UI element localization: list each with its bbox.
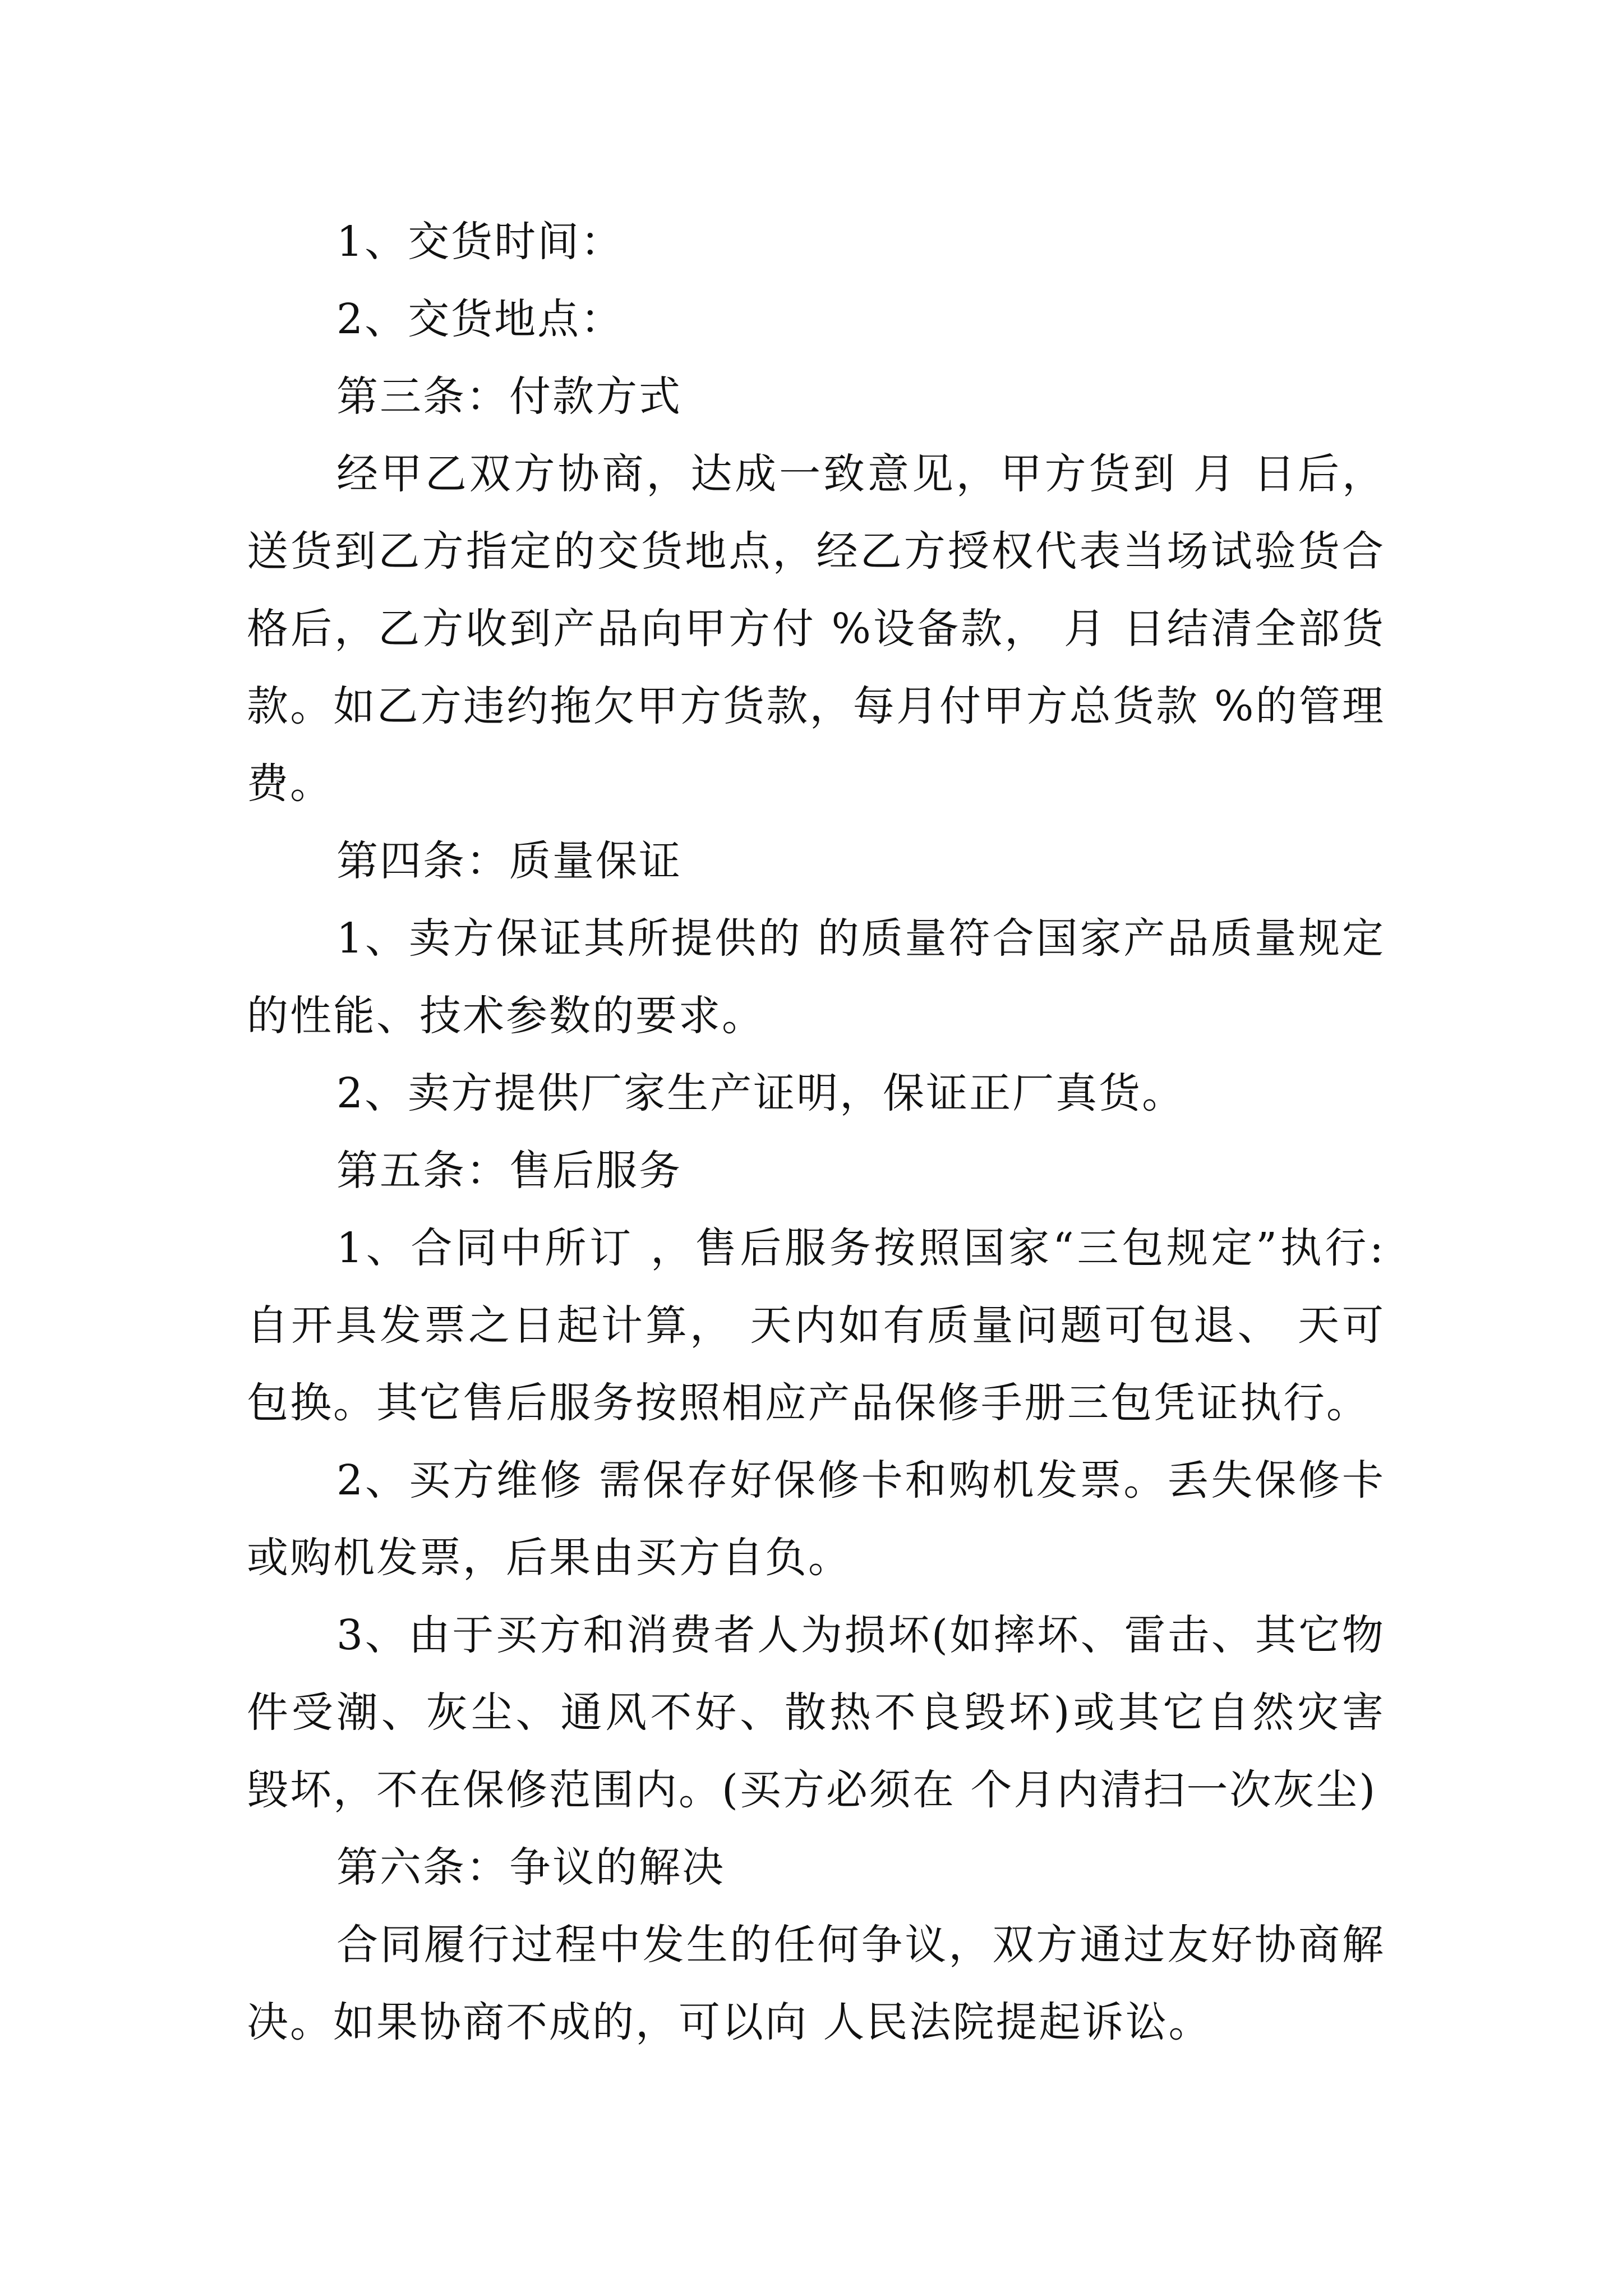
- article-4-heading: 第四条：质量保证: [336, 837, 682, 885]
- article-5-item-2: 2、买方维修 需保存好保修卡和购机发票。丢失保修卡或购机发票，后果由买方自负。: [247, 1456, 1385, 1582]
- article-5-heading: 第五条：售后服务: [336, 1147, 682, 1195]
- article-5-item-3: 3、由于买方和消费者人为损坏(如摔坏、雷击、其它物件受潮、灰尘、通风不好、散热不良毁坏)或其它自然灾害毁坏，不在保修范围内。(买方必须在 个月内清扫一次灰尘): [247, 1611, 1385, 1814]
- article-3-heading: 第三条：付款方式: [336, 372, 682, 421]
- article-6-heading: 第六条：争议的解决: [336, 1843, 725, 1892]
- article-3-body: 经甲乙双方协商，达成一致意见，甲方货到 月 日后，送货到乙方指定的交货地点，经乙方授权代表当场试验货合格后，乙方收到产品向甲方付 %设备款， 月 日结清全部货款。如乙方违约拖欠甲方货款，每月付甲方总货款 %的管理费。: [247, 450, 1385, 808]
- article-6-body: 合同履行过程中发生的任何争议，双方通过友好协商解决。如果协商不成的，可以向 人民法院提起诉讼。: [247, 1921, 1385, 2046]
- delivery-place-item: 2、交货地点：: [336, 295, 624, 343]
- delivery-time-item: 1、交货时间：: [336, 218, 624, 266]
- contract-page: [247, 203, 1385, 2061]
- article-4-item-2: 2、卖方提供厂家生产证明，保证正厂真货。: [336, 1069, 1186, 1117]
- article-5-item-1: 1、合同中所订 ，售后服务按照国家“三包规定”执行:自开具发票之日起计算， 天内如有质量问题可包退、 天可包换。其它售后服务按照相应产品保修手册三包凭证执行。: [247, 1224, 1385, 1427]
- article-4-item-1: 1、卖方保证其所提供的 的质量符合国家产品质量规定的性能、技术参数的要求。: [247, 914, 1385, 1040]
